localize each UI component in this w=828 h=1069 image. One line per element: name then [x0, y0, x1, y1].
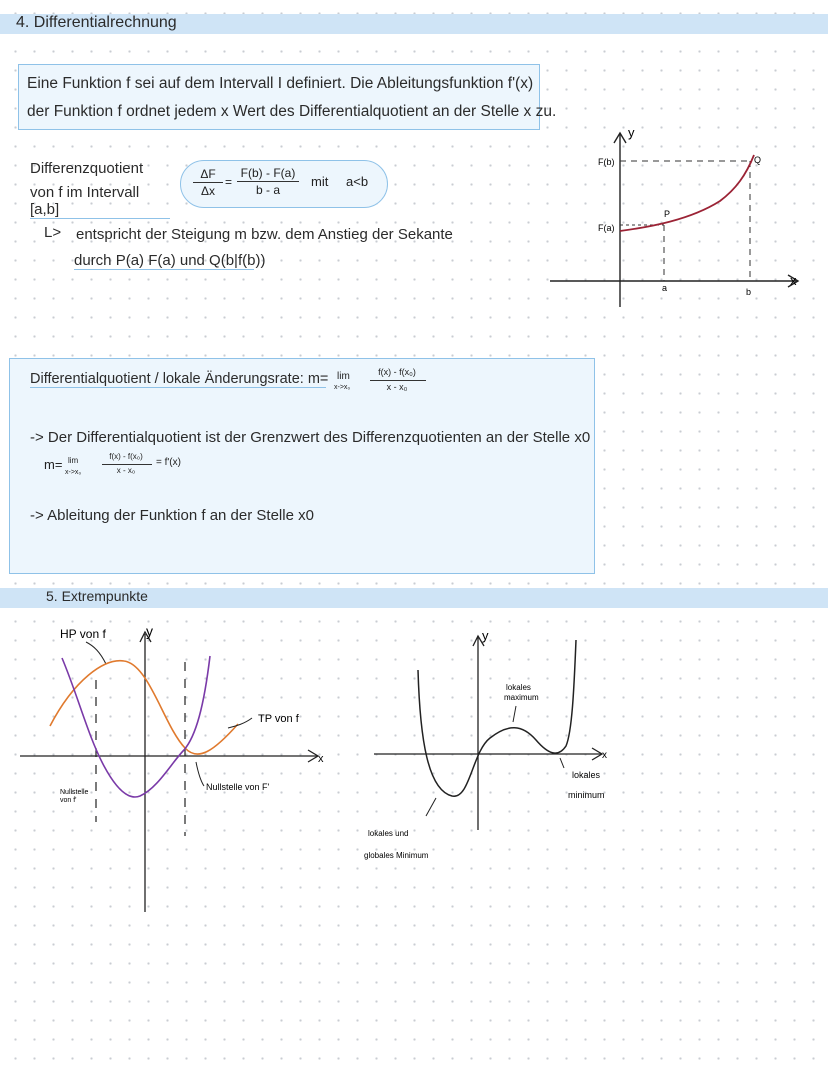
f-prime-curve-purple — [62, 656, 210, 797]
polynomial-curve — [418, 640, 576, 796]
delta-f: ΔF — [200, 167, 216, 181]
definition-box — [18, 64, 557, 130]
function-curve — [620, 155, 754, 231]
box2-frac-bar — [370, 380, 426, 381]
box2-frac2-numerator: f(x) - f(x₀) — [109, 452, 143, 461]
differentialquotient-box — [9, 358, 595, 574]
box2-frac2-bar — [102, 464, 152, 465]
diffquot-label-1: Differenzquotient — [30, 160, 144, 177]
nullstelle-right: Nullstelle von F' — [206, 782, 270, 792]
hp-label: HP von f — [60, 627, 106, 641]
min-pointer — [560, 758, 564, 768]
box2-frac2-denominator: x - x₀ — [116, 466, 136, 475]
formula-equals: = — [225, 175, 233, 189]
graph2-x-label: x — [602, 750, 607, 761]
nullstelle-left-2: von f' — [60, 797, 77, 804]
max-label-2: maximum — [504, 693, 539, 702]
section4-title: 4. Differentialrechnung — [16, 14, 177, 31]
lim-text: lim — [337, 371, 350, 382]
box2-frac-numerator: f(x) - f(x₀) — [378, 367, 416, 377]
definition-line-2: der Funktion f ordnet jedem x Wert des Differentialquotient an der Stelle x zu. — [27, 103, 557, 120]
frac-bar — [237, 181, 299, 182]
fb-label: F(b) — [598, 157, 615, 167]
hp-pointer — [86, 642, 106, 664]
definition-line-1: Eine Funktion f sei auf dem Intervall I definiert. Die Ableitungsfunktion f'(x) — [27, 75, 534, 92]
formula-oval — [180, 160, 388, 208]
formula-mit: mit — [311, 174, 329, 189]
m-equals: m= — [44, 457, 63, 472]
f-curve-orange — [50, 661, 238, 754]
nullstelle-right-pointer — [196, 762, 204, 786]
max-label-1: lokales — [506, 683, 531, 692]
tp-pointer — [228, 718, 252, 728]
section5-title: 5. Extrempunkte — [46, 588, 148, 604]
min-label-2: minimum — [568, 790, 605, 800]
glob-label-2: globales Minimum — [364, 851, 429, 860]
point-q-label: Q — [754, 155, 762, 165]
graph2-y-label: y — [482, 628, 489, 643]
glob-pointer — [426, 798, 436, 816]
graph-y-label: y — [628, 125, 635, 140]
diffquot-label-2: von f im Intervall [a,b] — [30, 184, 170, 219]
lim-subscript: x->x₀ — [334, 384, 351, 391]
glob-label-1: lokales und — [368, 829, 409, 838]
fa-label: F(a) — [598, 223, 615, 233]
point-p-label: P — [664, 209, 671, 219]
graph1-y-label: y — [146, 623, 153, 639]
min-label-1: lokales — [572, 770, 601, 780]
frac-numerator: F(b) - F(a) — [240, 166, 296, 180]
grenzwert-line: -> Der Differentialquotient ist der Grenzwert des Differenzquotienten an der Stelle x0 — [30, 429, 591, 446]
graph1-x-label: x — [318, 753, 324, 765]
nullstelle-left-1: Nullstelle — [60, 789, 89, 796]
b-tick-label: b — [746, 287, 752, 297]
arrow-symbol: L> — [44, 224, 62, 241]
frac-denominator: b - a — [255, 183, 280, 197]
box2-frac-denominator: x - x₀ — [386, 382, 408, 392]
formula-condition: a<b — [346, 174, 369, 189]
secant-line-1: entspricht der Steigung m bzw. dem Anstieg der Sekante — [76, 226, 453, 243]
tp-label: TP von f — [258, 713, 299, 725]
extrema-graph-1 — [14, 616, 344, 916]
ableitung-line: -> Ableitung der Funktion f an der Stelle x0 — [30, 507, 314, 524]
secant-graph — [540, 115, 810, 315]
delta-fraction-bar — [193, 182, 223, 183]
secant-line-2: durch P(a) F(a) und Q(b|f(b)) — [74, 252, 266, 269]
delta-x: Δx — [200, 184, 215, 198]
extrema-graph-2 — [360, 620, 640, 880]
a-tick-label: a — [662, 283, 668, 293]
graph-x-label: x — [790, 273, 797, 288]
lim2-subscript: x->x₀ — [65, 469, 82, 476]
lim2-text: lim — [68, 456, 79, 465]
derivative-result: = f'(x) — [156, 457, 181, 468]
diffquot-definition: Differentialquotient / lokale Änderungsrate: m= — [30, 371, 329, 387]
max-pointer — [513, 706, 516, 722]
